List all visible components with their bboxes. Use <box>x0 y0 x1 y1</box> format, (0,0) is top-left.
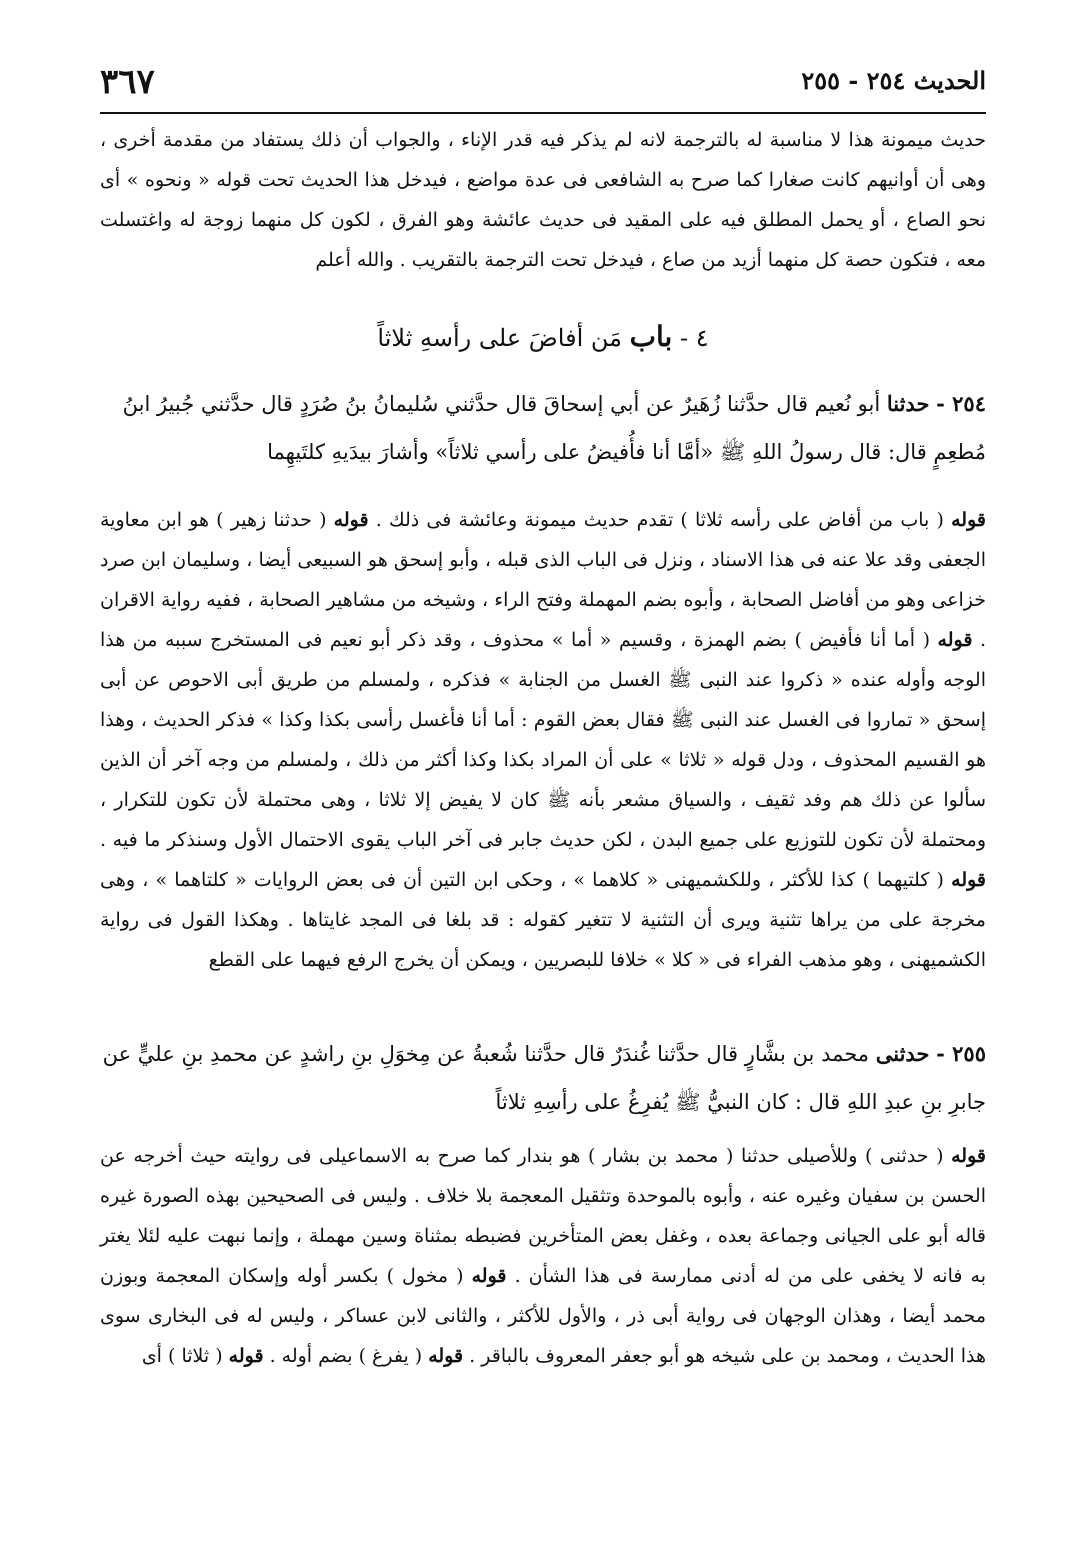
text: ( حدثنى ) وللأصيلى حدثنا ( محمد بن بشار ) هو بندار كما صرح به الاسماعيلى فى روايته حيث أخرجه عن الحسن بن سفيان وغيره عنه ، وأبوه بالموحدة وتثقيل المعجمة بلا خلاف . وليس فى الصحيحين بهذه الصورة غيره قاله أبو على الجيانى وجماعة بعده ، وغفل بعض المتأخرين فضبطه بمثناة وسين مهملة ، وإنما نبهت عليه لئلا يغتر به فانه لا يخفى على من له أدنى ممارسة فى هذا الشأن . <box>100 1145 986 1287</box>
hadith-body: محمد بن بشَّارٍ قال حدَّثنا غُندَرٌ قال حدَّثنا شُعبةُ عن مِخوَلِ بنِ راشدٍ عن محمدِ بنِ عليٍّ عن جابرِ بنِ عبدِ اللهِ قال : كان النبيُّ ﷺ يُفرِغُ على رأسِهِ ثلاثاً <box>102 1042 986 1114</box>
commentary-block-3 <box>100 1136 986 1376</box>
hadith-text <box>100 1030 986 1126</box>
hadith-254 <box>100 380 986 476</box>
text: ( يفرغ ) بضم أوله . <box>269 1345 423 1367</box>
keyword: قوله <box>951 1145 986 1167</box>
running-title: الحديث ٢٥٤ - ٢٥٥ <box>801 66 986 95</box>
text: ( باب من أفاض على رأسه ثلاثا ) تقدم حديث ميمونة وعائشة فى ذلك . <box>375 509 944 531</box>
chapter-title: مَن أفاضَ على رأسهِ ثلاثاً <box>377 324 622 352</box>
keyword: قوله <box>951 509 986 531</box>
chapter-label: باب <box>629 320 673 353</box>
keyword: قوله <box>471 1265 507 1287</box>
hadith-lead: حدثنا <box>886 391 930 416</box>
keyword: قوله <box>333 509 369 531</box>
chapter-number: ٤ - <box>679 324 709 352</box>
keyword: قوله <box>951 869 987 891</box>
commentary-block-1 <box>100 120 986 280</box>
hadith-255 <box>100 1030 986 1126</box>
commentary-block-2 <box>100 500 986 980</box>
page-number: ٣٦٧ <box>100 62 155 102</box>
text: ( حدثنا زهير ) هو ابن معاوية الجعفى وقد علا عنه فى هذا الاسناد ، ونزل فى الباب الذى قبله ، وأبو إسحق هو السبيعى أيضا ، وسليمان ابن صرد خزاعى وهو من أفاضل الصحابة ، وأبوه بضم المهملة وفتح الراء ، وشيخه من مشاهير الصحابة ، ففيه رواية الاقران . <box>100 509 987 651</box>
text: ( كلتيهما ) كذا للأكثر ، وللكشميهنى « كلاهما » ، وحكى ابن التين أن فى بعض الروايات « كلتاهما » ، وهى مخرجة على من يراها تثنية ويرى أن التثنية لا تتغير كقوله : قد بلغا فى المجد غايتاها . وهكذا القول فى رواية الكشميهنى ، وهو مذهب الفراء فى « كلا » خلافا للبصريين ، ويمكن أن يخرج الرفع فيهما على القطع <box>100 869 986 971</box>
chapter-heading <box>100 320 986 353</box>
paragraph <box>100 1136 986 1376</box>
paragraph <box>100 500 986 980</box>
header-rule <box>100 112 986 114</box>
keyword: قوله <box>937 629 973 651</box>
hadith-body: أبو نُعيم قال حدَّثنا زُهَيرٌ عن أبي إسحاقَ قال حدَّثني سُليمانُ بنُ صُرَدٍ قال حدَّثني جُبيرُ ابنُ مُطعِمٍ قال: قال رسولُ اللهِ ﷺ «أمَّا أنا فأُفيضُ على رأسي ثلاثاً» وأشارَ بيدَيهِ كلتَيهِما <box>122 392 986 464</box>
hadith-text <box>100 380 986 476</box>
text: ( مخول ) بكسر أوله وإسكان المعجمة وبوزن محمد أيضا ، وهذان الوجهان فى رواية أبى ذر ، والأول للأكثر ، والثانى لابن عساكر ، وليس له فى البخارى سوى هذا الحديث ، ومحمد بن على شيخه هو أبو جعفر المعروف بالباقر . <box>100 1265 986 1367</box>
hadith-number: ٢٥٥ - <box>936 1041 986 1066</box>
paragraph: حديث ميمونة هذا لا مناسبة له بالترجمة لانه لم يذكر فيه قدر الإناء ، والجواب أن ذلك يستفاد من مقدمة أخرى ، وهى أن أوانيهم كانت صغارا كما صرح به الشافعى فى عدة مواضع ، فيدخل هذا الحديث تحت قوله « ونحوه » أى نحو الصاع ، أو يحمل المطلق فيه على المقيد فى حديث عائشة وهو الفرق ، لكون كل منهما زوجة له واغتسلت معه ، فتكون حصة كل منهما أزيد من صاع ، فيدخل تحت الترجمة بالتقريب . والله أعلم <box>100 129 986 271</box>
text: ( أما أنا فأفيض ) بضم الهمزة ، وقسيم « أما » محذوف ، وقد ذكر أبو نعيم فى المستخرج سببه من هذا الوجه وأوله عنده « ذكروا عند النبى ﷺ الغسل من الجنابة » فذكره ، ولمسلم من طريق أبى الاحوص عن أبى إسحق « تماروا فى الغسل عند النبى ﷺ فقال بعض القوم : أما أنا فأغسل رأسى بكذا وكذا » فذكر الحديث ، وهذا هو القسيم المحذوف ، ودل قوله « ثلاثا » على أن المراد بكذا وكذا أكثر من ذلك ، ولمسلم من وجه آخر أن الذين سألوا عن ذلك هم وفد ثقيف ، والسياق مشعر بأنه ﷺ كان لا يفيض إلا ثلاثا ، وهى محتملة لأن تكون للتكرار ، ومحتملة لأن تكون للتوزيع على جميع البدن ، لكن حديث جابر فى آخر الباب يقوى الاحتمال الأول وسنذكر ما فيه . <box>100 629 986 851</box>
hadith-lead: حدثنى <box>875 1041 930 1066</box>
hadith-number: ٢٥٤ - <box>936 391 986 416</box>
keyword: قوله <box>228 1345 264 1367</box>
keyword: قوله <box>428 1345 464 1367</box>
page-header <box>100 62 986 106</box>
text: ( ثلاثا ) أى <box>141 1345 223 1367</box>
